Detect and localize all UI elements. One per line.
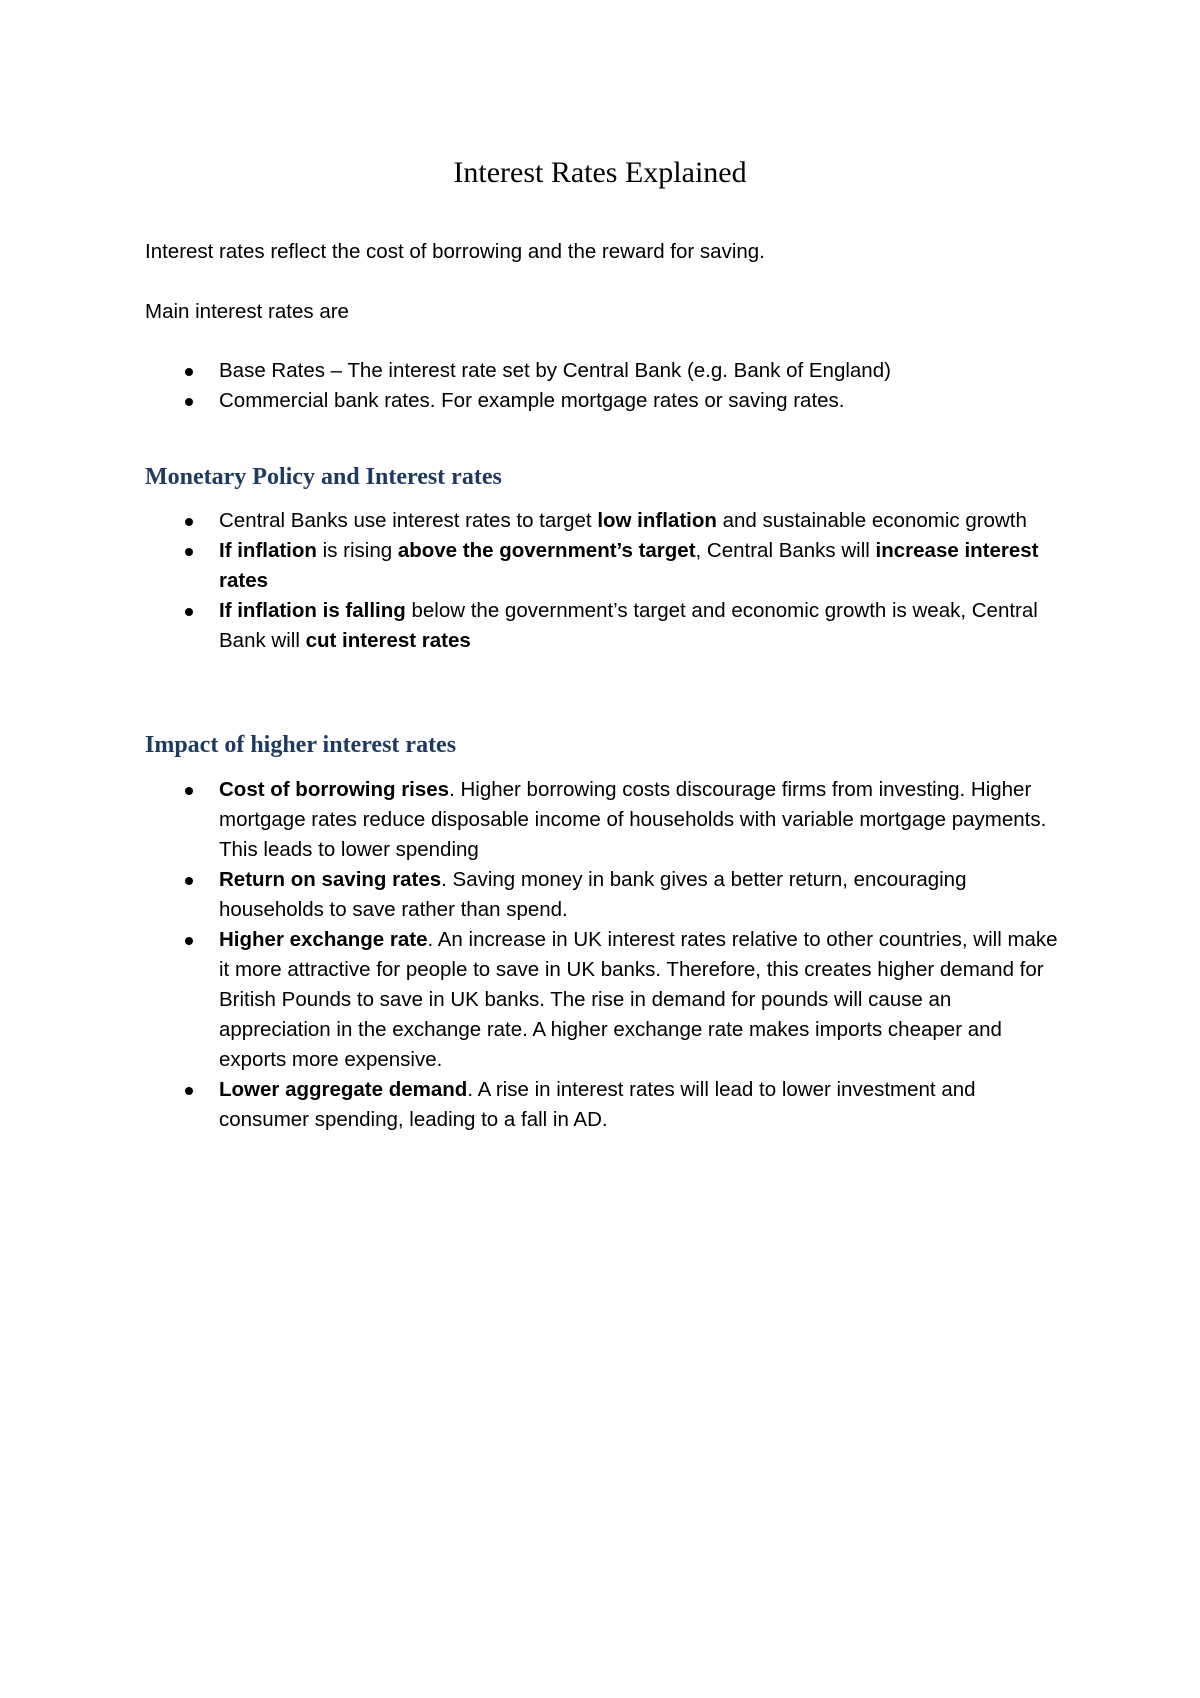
section-heading-monetary-policy: Monetary Policy and Interest rates (145, 464, 502, 490)
impact-list (145, 775, 1065, 1135)
list-item: If inflation is rising above the government’s target, Central Banks will increase interest rates (145, 536, 1065, 596)
bullet-icon (185, 398, 193, 406)
list-item: Return on saving rates. Saving money in bank gives a better return, encouraging households to save rather than spend. (145, 865, 1065, 925)
list-item: Lower aggregate demand. A rise in interest rates will lead to lower investment and consumer spending, leading to a fall in AD. (145, 1075, 1065, 1135)
bullet-icon (185, 608, 193, 616)
main-rates-label: Main interest rates are (145, 300, 349, 323)
document-title: Interest Rates Explained (453, 156, 747, 189)
list-item: Cost of borrowing rises. Higher borrowing costs discourage firms from investing. Higher mortgage rates reduce disposable income of households with variable mortgage payments. This leads to lower spending (145, 775, 1065, 865)
bullet-icon (185, 548, 193, 556)
bullet-icon (185, 787, 193, 795)
bullet-icon (185, 877, 193, 885)
list-item (145, 356, 1065, 386)
bullet-icon (185, 518, 193, 526)
list-item-text: Commercial bank rates. For example mortgage rates or saving rates. (219, 389, 845, 412)
intro-paragraph: Interest rates reflect the cost of borrowing and the reward for saving. (145, 240, 765, 263)
list-item: Central Banks use interest rates to target low inflation and sustainable economic growth (145, 506, 1065, 536)
list-item-text: Base Rates – The interest rate set by Central Bank (e.g. Bank of England) (219, 359, 891, 382)
bullet-icon (185, 937, 193, 945)
bullet-icon (185, 368, 193, 376)
monetary-policy-list (145, 506, 1065, 656)
section-heading-impact: Impact of higher interest rates (145, 732, 457, 758)
list-item: Higher exchange rate. An increase in UK interest rates relative to other countries, will make it more attractive for people to save in UK banks. Therefore, this creates higher demand for British Pounds to save in UK banks. The rise in demand for pounds will cause an appreciation in the exchange rate. A higher exchange rate makes imports cheaper and exports more expensive. (145, 925, 1065, 1075)
list-item: If inflation is falling below the government’s target and economic growth is weak, Central Bank will cut interest rates (145, 596, 1065, 656)
list-item (145, 386, 1065, 416)
main-rates-list (145, 356, 1065, 416)
bullet-icon (185, 1087, 193, 1095)
